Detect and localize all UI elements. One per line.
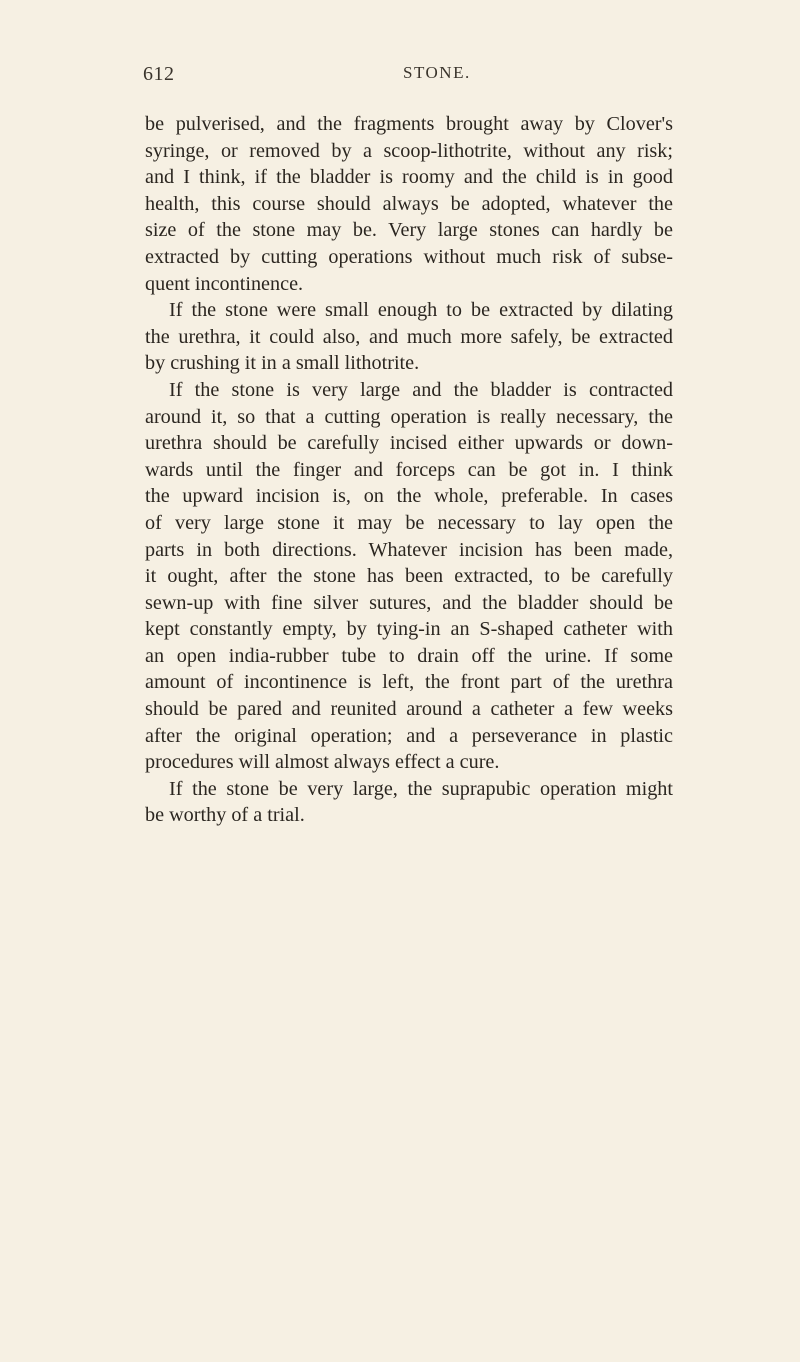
text-line: around it, so that a cutting operation is really necessary, the	[145, 405, 673, 428]
text-line: procedures will almost always effect a cure.	[145, 751, 500, 774]
text-line: an open india-rubber tube to drain off the urine. If some	[145, 644, 673, 667]
running-head	[143, 63, 671, 93]
text-line: the upward incision is, on the whole, preferable. In cases	[145, 485, 673, 508]
text-line: If the stone be very large, the suprapubic operation might	[169, 777, 673, 800]
text-line: by crushing it in a small lithotrite.	[145, 352, 420, 375]
body-text	[145, 111, 673, 829]
page-number: 612	[143, 63, 175, 85]
text-line: kept constantly empty, by tying-in an S-shaped catheter with	[145, 618, 673, 641]
text-line: the urethra, it could also, and much more safely, be extracted	[145, 325, 673, 348]
text-line: parts in both directions. Whatever incision has been made,	[145, 538, 673, 561]
text-line: after the original operation; and a perseverance in plastic	[145, 724, 673, 747]
text-line: size of the stone may be. Very large stones can hardly be	[145, 219, 673, 242]
text-line: be pulverised, and the fragments brought away by Clover's	[145, 113, 673, 135]
text-line: sewn-up with fine silver sutures, and the bladder should be	[145, 591, 673, 614]
text-line: health, this course should always be adopted, whatever the	[145, 192, 673, 215]
text-line: and I think, if the bladder is roomy and the child is in good	[145, 166, 673, 189]
text-line: amount of incontinence is left, the front part of the urethra	[145, 671, 673, 694]
running-title: STONE.	[403, 63, 471, 82]
text-line: wards until the finger and forceps can be got in. I think	[145, 458, 673, 481]
text-line: should be pared and reunited around a catheter a few weeks	[145, 698, 673, 721]
text-line: If the stone were small enough to be extracted by dilating	[169, 299, 673, 322]
text-line: If the stone is very large and the bladder is contracted	[169, 378, 673, 401]
text-line: of very large stone it may be necessary to lay open the	[145, 511, 673, 534]
text-line: urethra should be carefully incised either upwards or down-	[145, 432, 673, 455]
text-line: quent incontinence.	[145, 272, 304, 295]
text-line: syringe, or removed by a scoop-lithotrite, without any risk;	[145, 139, 673, 162]
text-line: it ought, after the stone has been extracted, to be carefully	[145, 565, 673, 588]
text-line: be worthy of a trial.	[145, 804, 305, 827]
text-line: extracted by cutting operations without much risk of subse-	[145, 245, 673, 268]
